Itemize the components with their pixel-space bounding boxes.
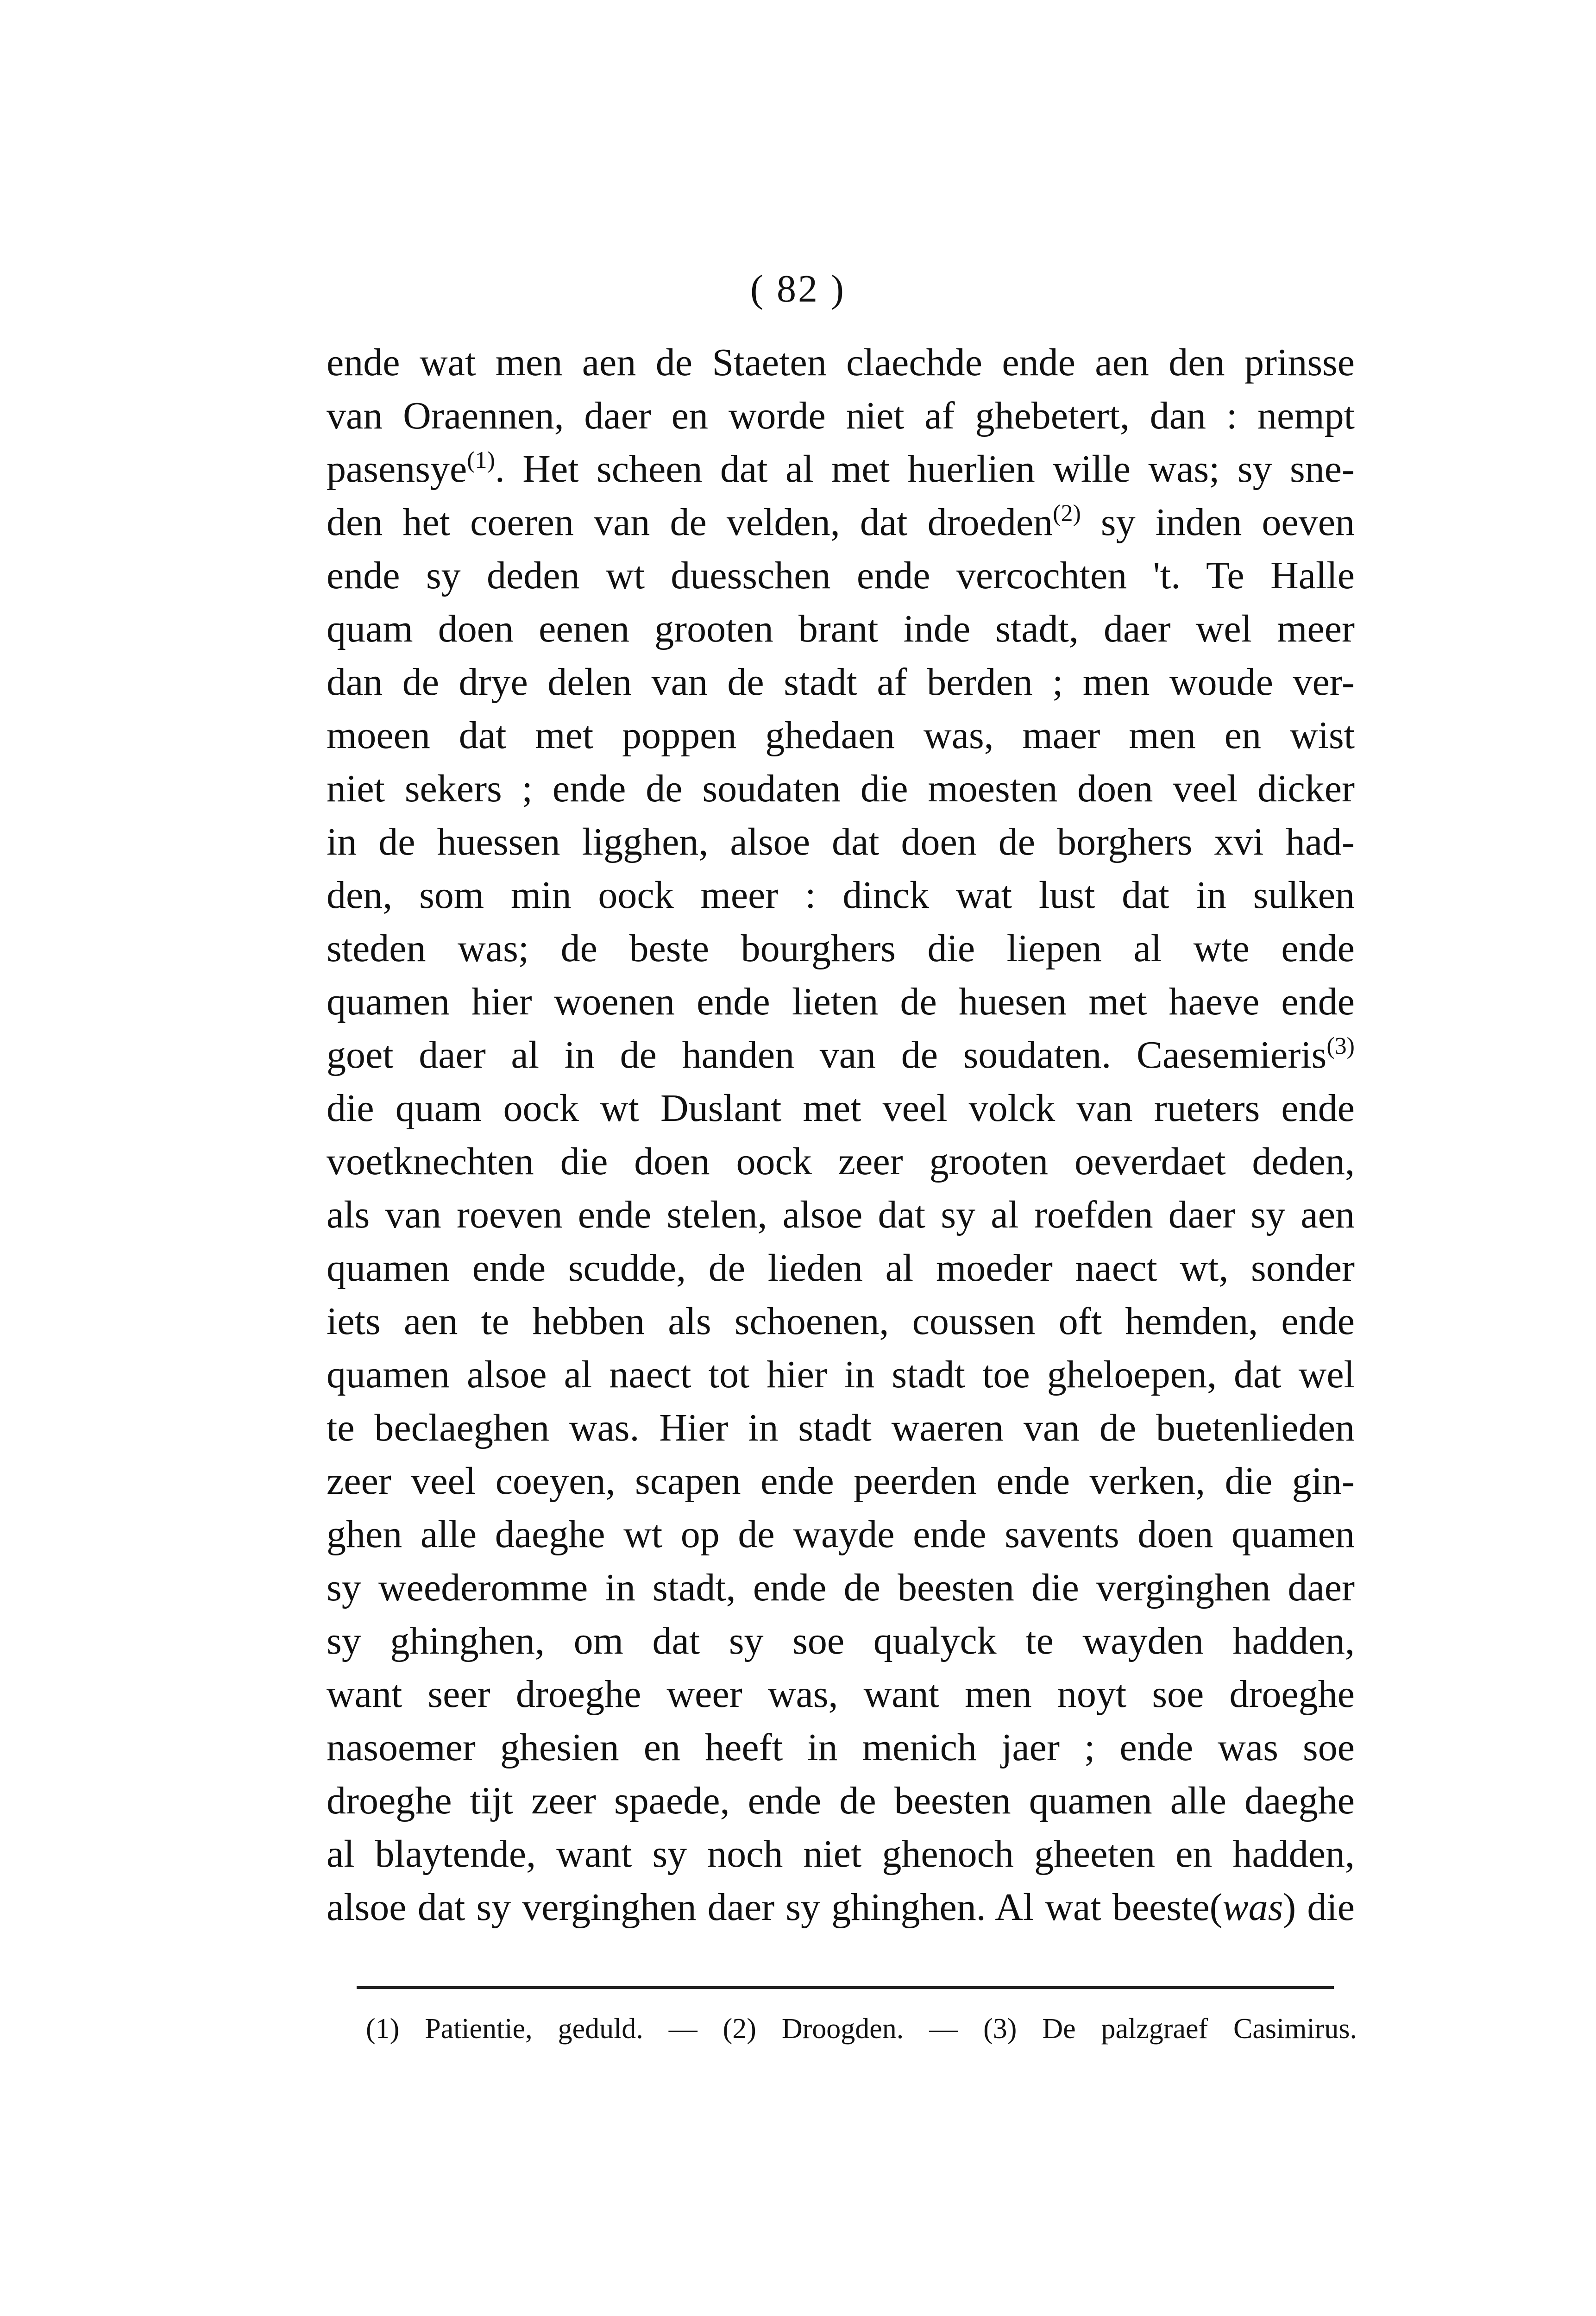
italic-insertion: was <box>1222 1886 1283 1929</box>
text-fragment: goet daer al in de handen van de soudaten. Caesemieris <box>327 1033 1327 1076</box>
text-line: quam doen eenen grooten brant inde stadt, daer wel meer <box>327 607 1355 650</box>
page-number: ( 82 ) <box>750 267 846 310</box>
text-line: die quam oock wt Duslant met veel volck van rueters ende <box>327 1087 1355 1130</box>
text-line: sy ghinghen, om dat sy soe qualyck te wayden hadden, <box>327 1619 1355 1662</box>
text-line <box>327 1028 1355 1082</box>
text-line: den, som min oock meer : dinck wat lust dat in sulken <box>327 874 1355 917</box>
text-line: dan de drye delen van de stadt af berden ; men woude ver- <box>327 661 1355 704</box>
text-line: quamen hier woenen ende lieten de huesen met haeve ende <box>327 980 1355 1023</box>
text-line: moeen dat met poppen ghedaen was, maer men en wist <box>327 714 1355 757</box>
text-line: te beclaeghen was. Hier in stadt waeren van de buetenlieden <box>327 1406 1355 1449</box>
text-line: quamen ende scudde, de lieden al moeder naect wt, sonder <box>327 1246 1355 1290</box>
text-fragment: pasensye <box>327 447 467 491</box>
text-line <box>327 442 1355 496</box>
body-text <box>327 336 1355 1934</box>
text-line: ghen alle daeghe wt op de wayde ende savents doen quamen <box>327 1513 1355 1556</box>
text-line: als van roeven ende stelen, alsoe dat sy al roefden daer sy aen <box>327 1193 1355 1236</box>
footnotes: (1) Patientie, geduld. — (2) Droogden. — (3) De palzgraef Casimirus. <box>366 2013 1357 2045</box>
text-line: nasoemer ghesien en heeft in menich jaer ; ende was soe <box>327 1726 1355 1769</box>
text-line: voetknechten die doen oock zeer grooten oeverdaet deden, <box>327 1140 1355 1183</box>
footnote-marker-3: (3) <box>1326 1033 1355 1059</box>
text-line: ende wat men aen de Staeten claechde ende aen den prinsse <box>327 341 1355 384</box>
text-line: sy weederomme in stadt, ende de beesten die verginghen daer <box>327 1566 1355 1609</box>
text-line: van Oraennen, daer en worde niet af ghebetert, dan : nempt <box>327 394 1355 437</box>
text-line: in de huessen ligghen, alsoe dat doen de borghers xvi had- <box>327 820 1355 863</box>
text-fragment: den het coeren van de velden, dat droeden <box>327 501 1053 544</box>
footnote-marker-2: (2) <box>1053 500 1081 527</box>
text-line: zeer veel coeyen, scapen ende peerden ende verken, die gin- <box>327 1460 1355 1503</box>
text-line: droeghe tijt zeer spaede, ende de beesten quamen alle daeghe <box>327 1779 1355 1822</box>
text-line: alsoe dat sy verginghen daer sy ghinghen. Al wat beeste(was) die <box>327 1886 1355 1929</box>
text-line: niet sekers ; ende de soudaten die moesten doen veel dicker <box>327 767 1355 810</box>
text-fragment: . Het scheen dat al met huerlien wille was; sy sne- <box>495 447 1355 491</box>
text-line: al blaytende, want sy noch niet ghenoch gheeten en hadden, <box>327 1832 1355 1875</box>
text-fragment: alsoe dat sy verginghen daer sy ghinghen. Al wat beeste <box>327 1886 1210 1929</box>
text-fragment: die <box>1296 1886 1355 1929</box>
text-line <box>327 496 1355 549</box>
text-line: want seer droeghe weer was, want men noyt soe droeghe <box>327 1673 1355 1716</box>
text-line: steden was; de beste bourghers die liepen al wte ende <box>327 927 1355 970</box>
text-fragment: sy inden oeven <box>1081 501 1355 544</box>
text-line: quamen alsoe al naect tot hier in stadt toe gheloepen, dat wel <box>327 1353 1355 1396</box>
footnote-divider <box>357 1986 1334 1989</box>
text-line: iets aen te hebben als schoenen, coussen oft hemden, ende <box>327 1300 1355 1343</box>
footnote-marker-1: (1) <box>467 447 495 473</box>
text-line: ende sy deden wt duesschen ende vercochten 't. Te Halle <box>327 554 1355 597</box>
